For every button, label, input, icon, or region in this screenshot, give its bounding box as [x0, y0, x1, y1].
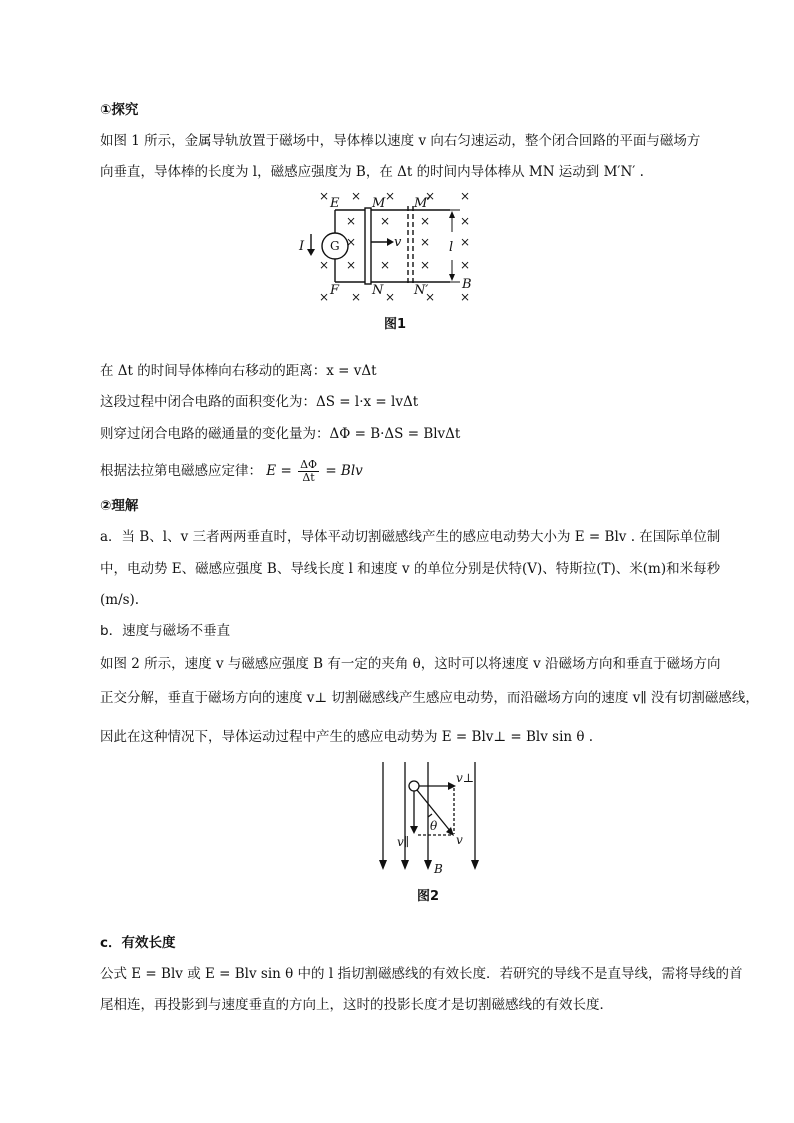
fraction-numerator: ΔΦ [300, 458, 318, 471]
galvanometer-label: G [330, 239, 340, 253]
svg-text:×: × [460, 290, 471, 304]
svg-text:×: × [460, 214, 471, 228]
svg-text:×: × [346, 235, 357, 249]
fraction-denominator: Δt [302, 471, 315, 484]
svg-text:×: × [319, 258, 330, 272]
label-v-perp: v⊥ [456, 771, 475, 785]
svg-text:×: × [460, 189, 471, 203]
label-N-prime: N′ [414, 283, 429, 298]
svg-text:×: × [380, 258, 391, 272]
paragraph-line: 尾相连，再投影到与速度垂直的方向上，这时的投影长度才是切割磁感线的有效长度． [100, 997, 613, 1013]
label-l: l [449, 240, 454, 255]
paragraph-line: 中，电动势 E、磁感应强度 B、导线长度 l 和速度 v 的单位分别是伏特(V)、特斯拉(T)、米(m)和米每秒 [100, 561, 721, 577]
faraday-lhs: E = [266, 463, 292, 479]
label-theta: θ [430, 819, 438, 833]
figure-2-velocity-decomposition [370, 760, 490, 878]
equation-flux: 则穿过闭合电路的磁通量的变化量为：ΔΦ = B·ΔS = BlvΔt [100, 426, 461, 442]
paragraph-line: 正交分解，垂直于磁场方向的速度 v⊥ 切割磁感线产生感应电动势，而沿磁场方向的速度 v∥ 没有切割磁感线， [100, 690, 759, 706]
label-B: B [462, 277, 472, 292]
figure-2-caption: 图2 [417, 889, 440, 904]
label-B: B [434, 862, 443, 876]
label-M: M [372, 196, 386, 211]
label-N: N [372, 283, 384, 298]
figure-1-caption: 图1 [384, 317, 407, 332]
svg-text:×: × [420, 258, 431, 272]
section-heading-understand: ②理解 [100, 498, 139, 514]
svg-text:×: × [385, 189, 396, 203]
paragraph-line: (m/s). [100, 592, 140, 608]
label-v: v [394, 235, 402, 250]
paragraph-line: 因此在这种情况下，导体运动过程中产生的感应电动势为 E = Blv⊥ = Blv sin θ . [100, 729, 594, 745]
svg-text:×: × [319, 290, 330, 304]
figure-1-circuit-diagram [290, 188, 500, 306]
label-v-parallel: v∥ [397, 835, 410, 849]
svg-text:×: × [425, 189, 436, 203]
paragraph-line: a．当 B、l、v 三者两两垂直时，导体平动切割磁感线产生的感应电动势大小为 E = Blv . 在国际单位制 [100, 529, 721, 545]
svg-text:×: × [380, 214, 391, 228]
label-M-prime: M′ [414, 196, 431, 211]
paragraph-line: 如图 1 所示，金属导轨放置于磁场中，导体棒以速度 v 向右匀速运动，整个闭合回路的平面与磁场方 [100, 133, 701, 149]
equation-faraday [100, 459, 720, 484]
paragraph-line: 如图 2 所示，速度 v 与磁感应强度 B 有一定的夹角 θ，这时可以将速度 v 沿磁场方向和垂直于磁场方向 [100, 656, 721, 672]
svg-text:×: × [385, 290, 396, 304]
faraday-rhs: = Blv [325, 463, 363, 479]
svg-text:×: × [346, 258, 357, 272]
subsection-title-not-perpendicular: b．速度与磁场不垂直 [100, 623, 231, 639]
faraday-fraction [298, 459, 319, 484]
svg-text:×: × [346, 214, 357, 228]
svg-text:×: × [420, 235, 431, 249]
label-F: F [330, 283, 340, 298]
label-v: v [456, 833, 463, 847]
label-I: I [299, 239, 305, 254]
label-E: E [330, 196, 340, 211]
section-heading-explore: ①探究 [100, 102, 139, 118]
svg-text:×: × [319, 189, 330, 203]
svg-text:×: × [425, 290, 436, 304]
svg-text:×: × [351, 290, 362, 304]
paragraph-line: 公式 E = Blv 或 E = Blv sin θ 中的 l 指切割磁感线的有效长度．若研究的导线不是直导线，需将导线的首 [100, 966, 743, 982]
equation-distance: 在 Δt 的时间导体棒向右移动的距离：x = vΔt [100, 363, 377, 379]
section-heading-effective-length: c．有效长度 [100, 935, 176, 951]
svg-text:×: × [460, 235, 471, 249]
svg-text:×: × [420, 214, 431, 228]
faraday-prefix: 根据法拉第电磁感应定律： [100, 463, 262, 479]
paragraph-line: 向垂直，导体棒的长度为 l，磁感应强度为 B，在 Δt 的时间内导体棒从 MN 运动到 M′N′ . [100, 164, 644, 180]
svg-text:×: × [460, 258, 471, 272]
equation-area: 这段过程中闭合电路的面积变化为：ΔS = l·x = lvΔt [100, 394, 419, 410]
svg-text:×: × [351, 189, 362, 203]
